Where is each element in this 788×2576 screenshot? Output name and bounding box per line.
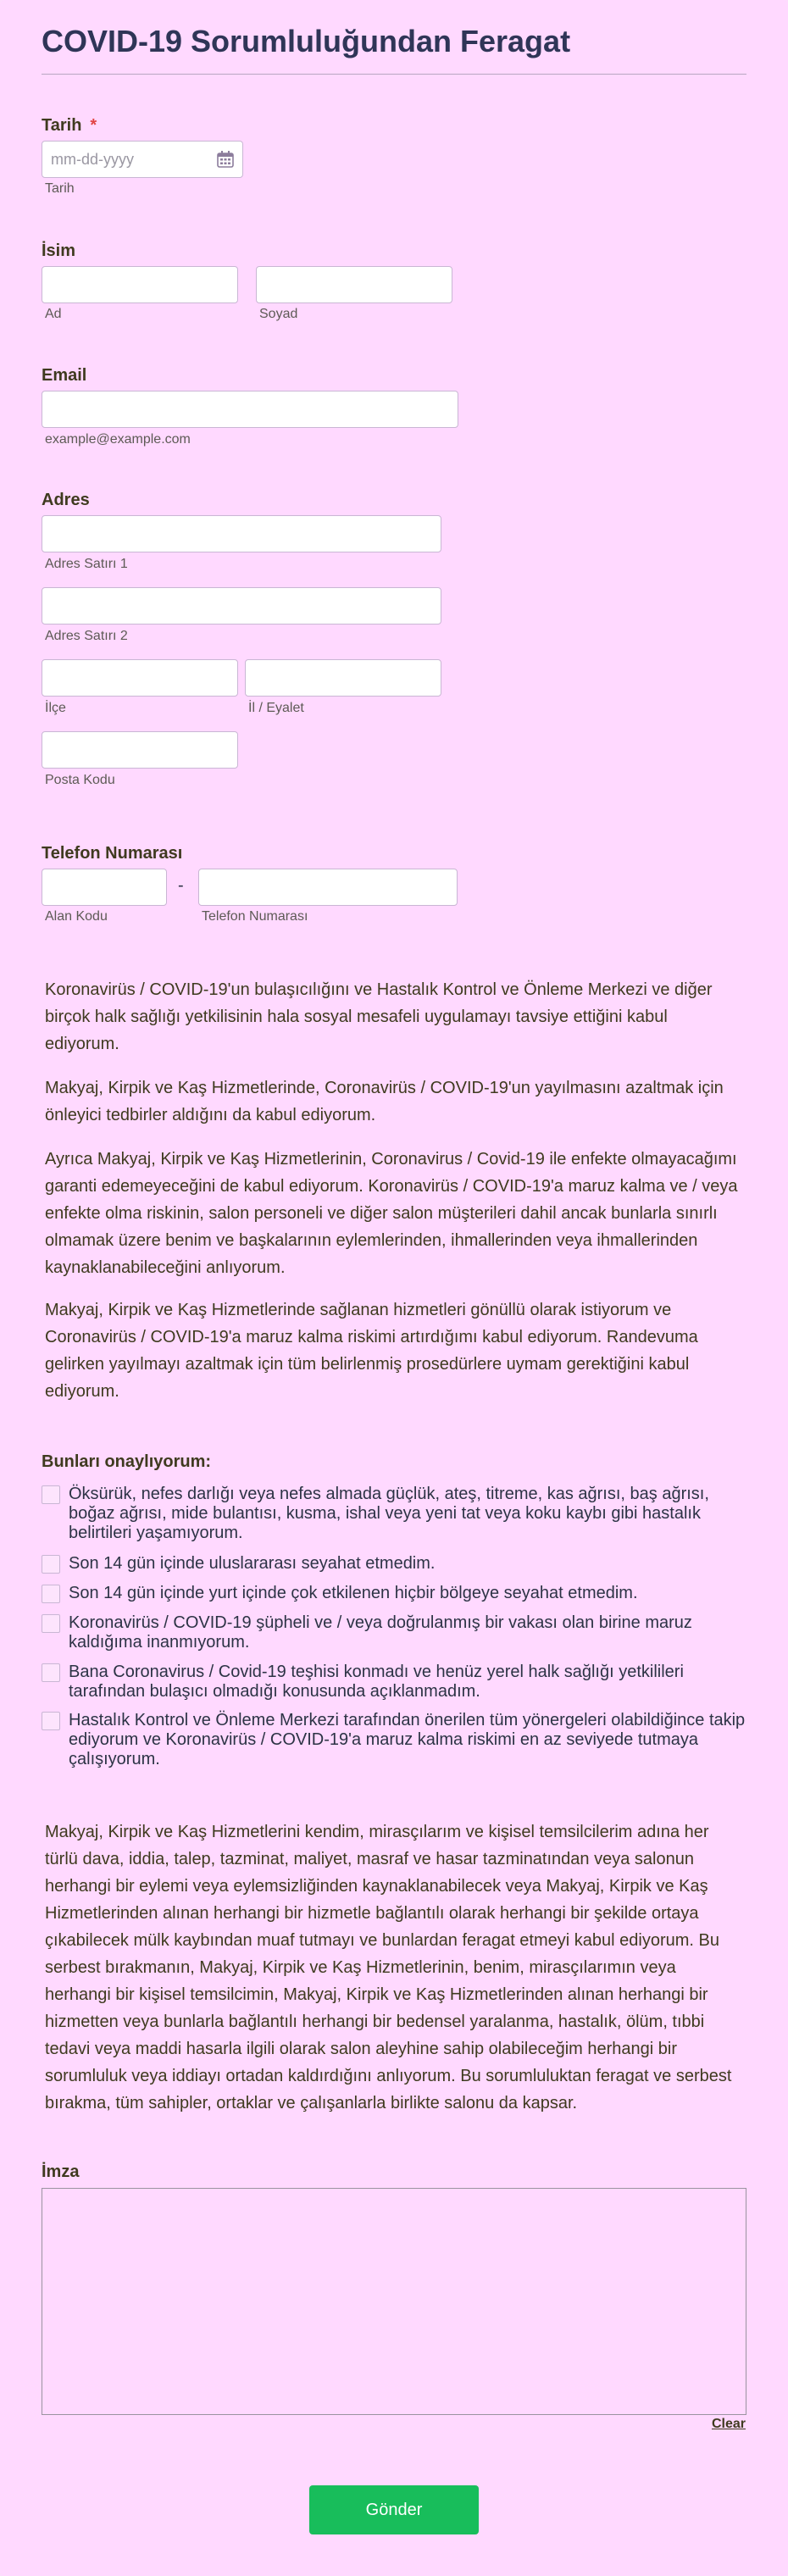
paragraph-1: Koronavirüs / COVID-19'un bulaşıcılığını ve Hastalık Kontrol ve Önleme Merkezi ve diğer birçok halk sağlığı yetkilisinin hala sosyal mesafeli uygulamayı tavsiye ettiğini kabul ediyorum. (45, 980, 713, 1053)
confirm-item-text: Son 14 gün içinde yurt içinde çok etkilenen hiçbir bölgeye seyahat etmedim. (69, 1584, 638, 1602)
confirm-label: Bunları onaylıyorum: (42, 1452, 212, 1471)
address-label: Adres (42, 491, 90, 509)
address-line1-input[interactable] (42, 515, 441, 552)
last-name-sublabel: Soyad (259, 307, 298, 321)
first-name-sublabel: Ad (45, 307, 62, 321)
paragraph-3: Ayrıca Makyaj, Kirpik ve Kaş Hizmetlerinin, Coronavirus / Covid-19 ile enfekte olmayacağımı garanti edemeyeceğini de kabul ediyorum. Koronavirüs / COVID-19'a maruz kalma ve / veya enfekte olma riskinin, salon personeli ve diğer salon müşterileri dahil ancak bunlarla sınırlı olmamak üzere benim ve başkalarının eylemlerinden, ihmallerinden veya ihmallerinden kaynaklanabileceğini anlıyorum. (45, 1150, 738, 1277)
confirm-item-text: Hastalık Kontrol ve Önleme Merkezi tarafından önerilen tüm yönergeleri olabildiğince takip ediyorum ve Koronavirüs / COVID-19'a maruz kalma riskimi en az seviyede tutmaya çalışıyorum. (69, 1711, 746, 1768)
postal-code-sublabel: Posta Kodu (45, 773, 115, 787)
submit-button[interactable]: Gönder (309, 2485, 479, 2534)
email-sublabel: example@example.com (45, 432, 191, 447)
date-sublabel: Tarih (45, 181, 75, 196)
checkbox[interactable] (42, 1614, 60, 1633)
phone-number-input[interactable] (198, 869, 458, 906)
state-sublabel: İl / Eyalet (248, 701, 304, 715)
name-label: İsim (42, 242, 76, 260)
checkbox[interactable] (42, 1663, 60, 1682)
paragraph-2: Makyaj, Kirpik ve Kaş Hizmetlerinde, Coronavirüs / COVID-19'un yayılmasını azaltmak için önleyici tedbirler aldığını da kabul ediyorum. (45, 1079, 724, 1124)
date-input[interactable] (42, 141, 243, 178)
state-input[interactable] (245, 659, 441, 697)
email-label: Email (42, 366, 87, 385)
title-divider (42, 74, 746, 75)
confirm-item-6[interactable] (42, 1711, 753, 1769)
date-label-text: Tarih (42, 116, 82, 135)
first-name-input[interactable] (42, 266, 238, 303)
confirm-item-text: Koronavirüs / COVID-19 şüpheli ve / veya doğrulanmış bir vakası olan birine maruz kaldığıma inanmıyorum. (69, 1613, 692, 1652)
email-input[interactable] (42, 391, 458, 428)
confirm-item-text: Öksürük, nefes darlığı veya nefes almada güçlük, ateş, titreme, kas ağrısı, baş ağrısı, boğaz ağrısı, mide bulantısı, kusma, ishal veya yeni tat veya koku kaybı gibi hastalık belirtileri yaşamıyorum. (69, 1485, 709, 1542)
confirm-item-text: Son 14 gün içinde uluslararası seyahat etmedim. (69, 1554, 436, 1573)
confirm-item-2[interactable] (42, 1554, 753, 1574)
checkbox[interactable] (42, 1585, 60, 1603)
address-line2-input[interactable] (42, 587, 441, 625)
calendar-icon[interactable] (216, 150, 235, 169)
phone-separator: - (178, 876, 184, 895)
checkbox[interactable] (42, 1712, 60, 1730)
city-input[interactable] (42, 659, 238, 697)
checkbox[interactable] (42, 1485, 60, 1504)
city-sublabel: İlçe (45, 701, 66, 715)
paragraph-4: Makyaj, Kirpik ve Kaş Hizmetlerinde sağlanan hizmetleri gönüllü olarak istiyorum ve Coronavirüs / COVID-19'a maruz kalma riskimi artırdığımı kabul ediyorum. Randevuma gelirken yayılmayı azaltmak için tüm belirlenmiş prosedürlere uymam gerektiğini kabul ediyorum. (45, 1301, 698, 1401)
last-name-input[interactable] (256, 266, 452, 303)
signature-pad[interactable] (42, 2188, 746, 2415)
confirm-item-3[interactable] (42, 1584, 753, 1603)
confirm-item-5[interactable] (42, 1663, 753, 1702)
confirm-item-text: Bana Coronavirus / Covid-19 teşhisi konmadı ve henüz yerel halk sağlığı yetkilileri tarafından bulaşıcı olmadığı konusunda açıklanmadım. (69, 1663, 684, 1701)
release-paragraph: Makyaj, Kirpik ve Kaş Hizmetlerini kendim, mirasçılarım ve kişisel temsilcilerim adına her türlü dava, iddia, talep, tazminat, maliyet, masraf ve hasar tazminatından veya salonun herhangi bir eylemi veya eylemsizliğinden kaynaklanabilecek veya Makyaj, Kirpik ve Kaş Hizmetlerinden alınan herhangi bir hizmetle bağlantılı olarak herhangi bir şekilde ortaya çıkabilecek mülk kaybından muaf tutmayı ve bunlardan feragat etmeyi kabul ediyorum. Bu serbest bırakmanın, Makyaj, Kirpik ve Kaş Hizmetlerinin, benim, mirasçılarımın veya herhangi bir kişisel temsilcimin, Makyaj, Kirpik ve Kaş Hizmetlerinden alınan herhangi bir hizmetten veya bunlarla bağlantılı herhangi bir bedensel yaralanma, hastalık, ölüm, tıbbi tedavi veya maddi hasarla ilgili olarak salon aleyhine sahip olabileceğim herhangi bir sorumluluk veya iddiayı ortadan kaldırdığını anlıyorum. Bu sorumluluktan feragat ve serbest bırakma, tüm sahipler, ortaklar ve çalışanlarla birlikte salonu da kapsar. (45, 1823, 732, 2112)
date-label (42, 116, 97, 136)
phone-label: Telefon Numarası (42, 844, 183, 863)
address-line1-sublabel: Adres Satırı 1 (45, 557, 128, 571)
checkbox[interactable] (42, 1555, 60, 1574)
confirm-item-4[interactable] (42, 1613, 753, 1652)
postal-code-input[interactable] (42, 731, 238, 769)
form-title: COVID-19 Sorumluluğundan Feragat (42, 24, 571, 58)
phone-number-sublabel: Telefon Numarası (202, 909, 308, 924)
signature-label: İmza (42, 2162, 80, 2181)
clear-signature-link[interactable]: Clear (711, 2417, 746, 2431)
confirm-item-1[interactable] (42, 1485, 753, 1543)
area-code-sublabel: Alan Kodu (45, 909, 108, 924)
area-code-input[interactable] (42, 869, 167, 906)
required-mark: * (90, 116, 97, 135)
address-line2-sublabel: Adres Satırı 2 (45, 629, 128, 643)
